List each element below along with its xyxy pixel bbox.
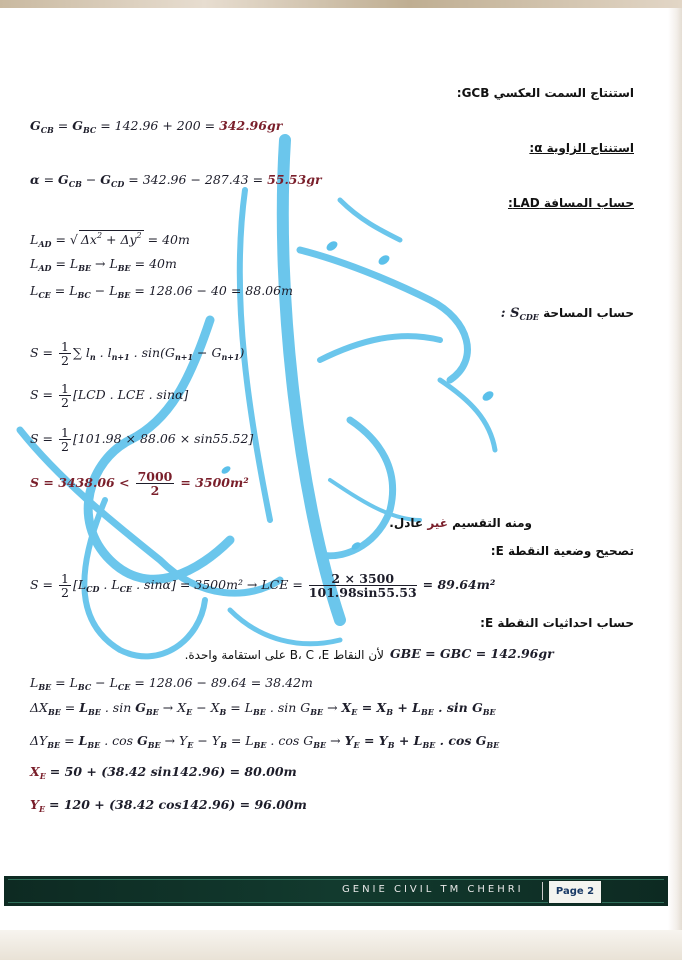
lbe-rhs: = 128.06 − 89.64 = 38.42m xyxy=(134,675,313,690)
gcb-rhs: = 142.96 + 200 = xyxy=(100,118,216,133)
equation-s-compare: S = 3438.06 < $\frac{7000}{2}$ = 3500m² xyxy=(30,469,249,498)
s-corr-num: 2 × 3500 xyxy=(309,572,417,586)
unfair-conclusion xyxy=(389,516,532,530)
equation-s-correction: S = $\frac{1}{2}$ [$L_{CD}$ . $L_{CE}$ . sinα] = 3500m² → LCE = $\frac{2 \times 3500}{101.98\sin 55.53}$ = 89.64m² xyxy=(30,571,496,600)
lce-rhs: = 128.06 − 40 = 88.06m xyxy=(134,283,293,298)
bottom-edge xyxy=(0,930,682,960)
equation-gcb: $G_{CB} = G_{BC} = 142.96 + 200 = 342.96gr$ xyxy=(30,118,283,135)
top-edge xyxy=(0,0,682,8)
equation-lce: $L_{CE} = L_{BC} - L_{BE} = 128.06 - 40 = 88.06m$ xyxy=(30,283,293,300)
s-corr-result: = 89.64m² xyxy=(422,577,496,592)
s-value: 3438.06 < xyxy=(58,475,130,490)
collinear-note: لأن النقاط B، C ،E على استقامة واحدة. xyxy=(184,648,384,662)
equation-s-sum: S = $\frac{1}{2}$ ∑ $l_n$ . $l_{n+1}$ . $\sin(G_{n+1} - G_{n+1})$ xyxy=(30,339,245,368)
unfair-red: غير xyxy=(427,516,448,530)
s-corr-mid: = 3500m² → LCE = xyxy=(179,577,303,592)
equation-s-bracket1: S = $\frac{1}{2}$ [LCD . LCE . sinα] xyxy=(30,381,189,410)
s-frac-den: 2 xyxy=(150,483,160,498)
lad-be-value: = 40m xyxy=(134,256,177,271)
equation-lad-sqrt: $L_{AD}$ = √ $\Delta x^2 + \Delta y^2 = 40m$ xyxy=(30,231,190,249)
equation-dy-be: $\Delta Y_{BE} = L_{BE}$ . $\cos G_{BE} \to Y_E - Y_B = L_{BE}$ . $\cos G_{BE} \to Y_E = Y_B + L_{BE}$ . $\cos G_{BE}$ xyxy=(30,733,500,750)
s-bracket2: [101.98 × 88.06 × sin55.52] xyxy=(72,431,254,446)
equation-dx-be: $\Delta X_{BE} = L_{BE}$ . $\sin G_{BE} \to X_E - X_B = L_{BE}$ . $\sin G_{BE} \to X_E = X_B + L_{BE}$ . $\sin G_{BE}$ xyxy=(30,700,496,717)
ye-value: = 120 + (38.42 cos142.96) = 96.00m xyxy=(49,797,307,812)
footer-separator xyxy=(542,882,543,900)
s-frac-num: 7000 xyxy=(137,469,173,484)
section-gcb-title: استنتاج السمت العكسي GCB: xyxy=(456,86,634,100)
equation-xe: $X_E = 50 + (38.42$ sin142.96) = 80.00m xyxy=(30,764,297,781)
s-corr-den: 101.98sin55.53 xyxy=(308,585,417,600)
scde-title-text: حساب المساحة xyxy=(543,306,634,320)
scde-symbol: $S_{CDE}$ : xyxy=(500,306,539,322)
unfair-suffix: عادل. xyxy=(389,516,424,530)
page-number: Page 2 xyxy=(548,880,602,904)
alpha-rhs: = 342.96 − 287.43 = xyxy=(128,172,264,187)
gcb-result: 342.96gr xyxy=(219,118,283,133)
xe-value: = 50 + (38.42 sin142.96) = 80.00m xyxy=(49,764,297,779)
unfair-prefix: ومنه التقسيم xyxy=(452,516,532,530)
section-scde-title xyxy=(501,306,634,322)
alpha-result: 55.53gr xyxy=(267,172,322,187)
right-edge xyxy=(668,8,682,960)
equation-lad-be: $L_{AD} = L_{BE} \to L_{BE} = 40m$ xyxy=(30,256,177,273)
equation-alpha: $\alpha = G_{CB} - G_{CD} = 342.96 - 287.43 = 55.53gr$ xyxy=(30,172,322,189)
section-coords-title: حساب احداثيات النقطة E: xyxy=(480,616,634,630)
equation-lbe: $L_{BE} = L_{BC} - L_{CE} = 128.06 - 89.64 = 38.42m$ xyxy=(30,675,313,692)
s-area: = 3500m² xyxy=(180,475,249,490)
section-lad-title: حساب المسافة LAD: xyxy=(507,196,634,210)
equation-s-bracket2: S = $\frac{1}{2}$ [101.98 × 88.06 × sin55.52] xyxy=(30,425,254,454)
section-correct-e-title: تصحيح وضعية النقطة E: xyxy=(490,544,634,558)
section-alpha-title: استنتاج الزاوية α: xyxy=(529,141,634,155)
s-bracket1: [LCD . LCE . sinα] xyxy=(72,387,189,402)
footer-brand: GENIE CIVIL TM CHEHRI xyxy=(342,884,524,895)
equation-gbe: GBE = GBC = 142.96gr xyxy=(390,646,554,661)
lad-sqrt-result: = 40m xyxy=(147,232,190,247)
equation-ye: $Y_E = 120 + (38.42$ cos142.96) = 96.00m xyxy=(30,797,307,814)
page-footer xyxy=(4,876,668,906)
